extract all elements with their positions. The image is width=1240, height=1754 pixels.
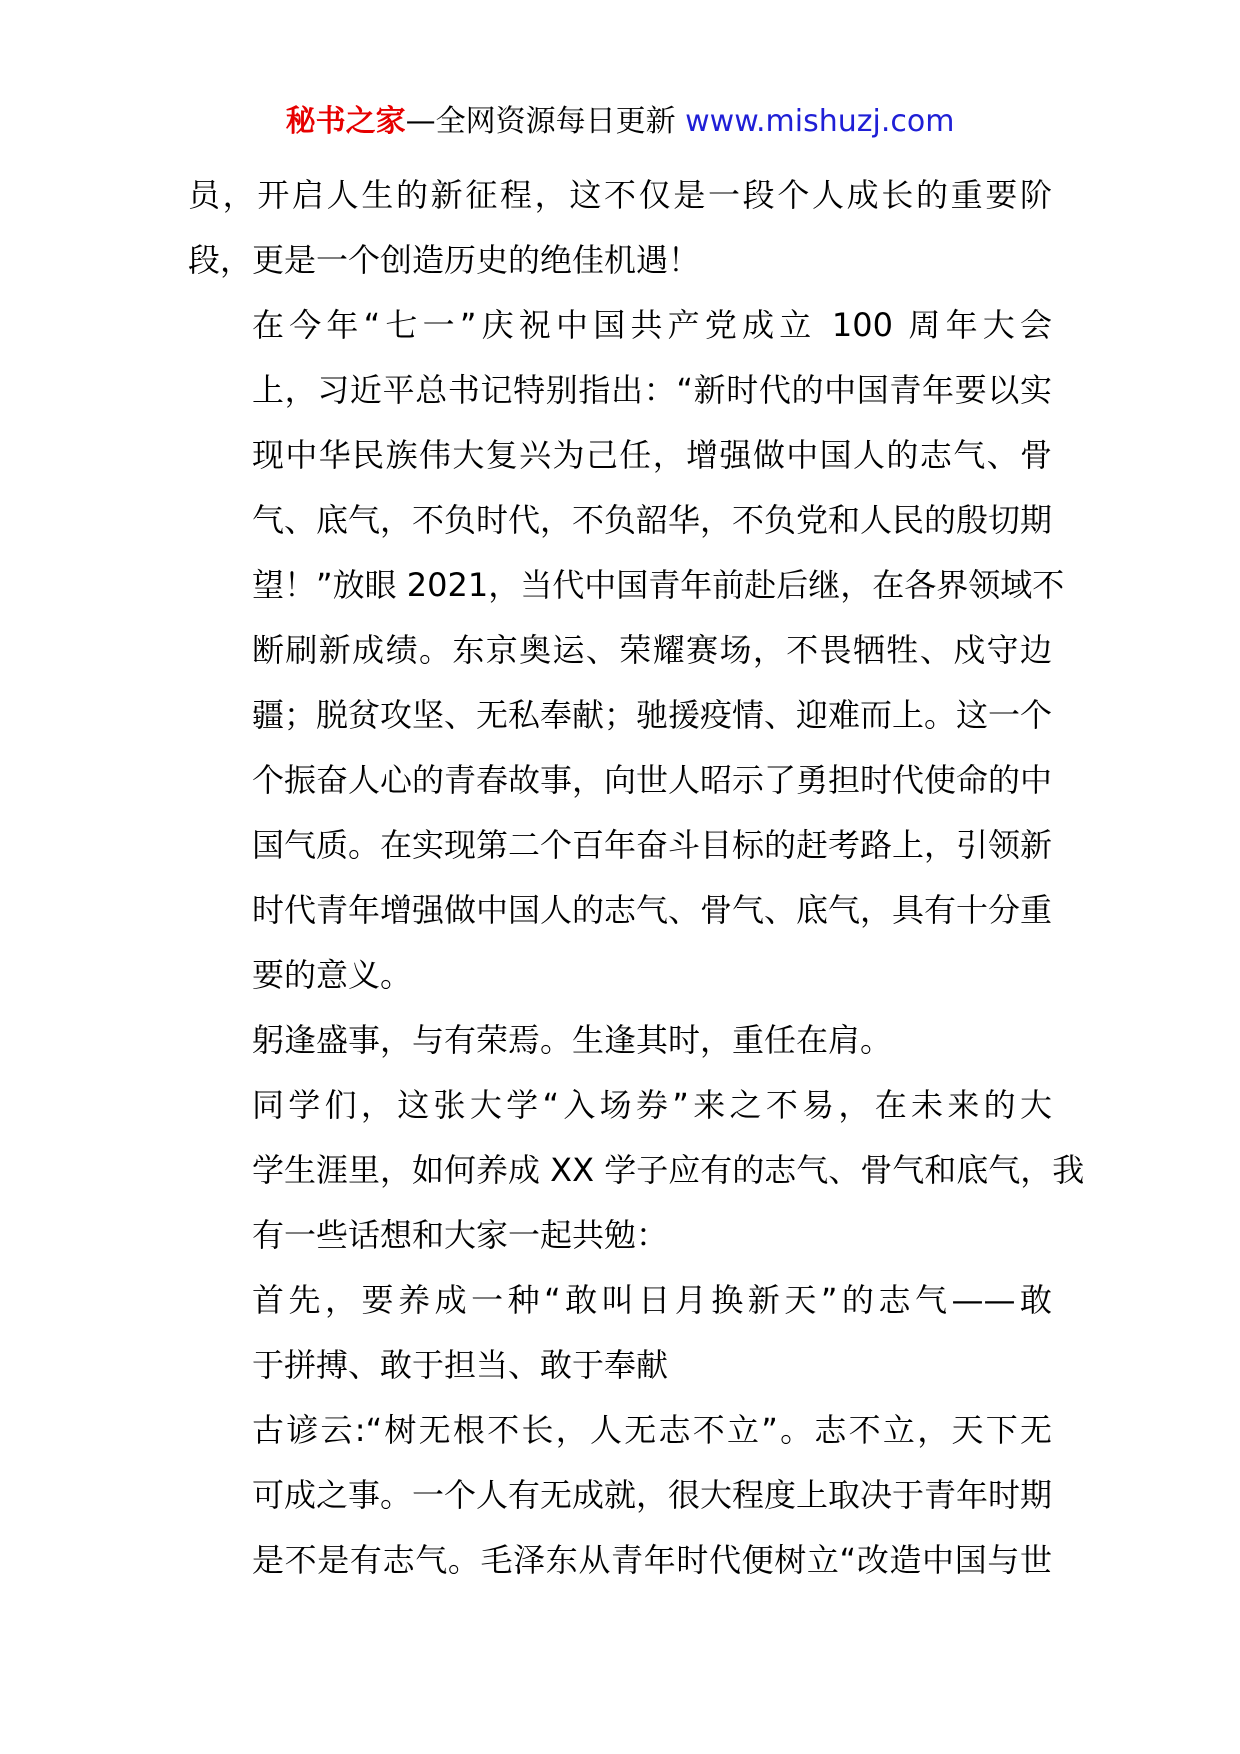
document-body [188, 163, 1085, 1593]
text-line: 疆；脱贫攻坚、无私奉献；驰援疫情、迎难而上。这一个 [252, 696, 1053, 734]
text-line: 首先，要养成一种“敢叫日月换新天”的志气——敢 [252, 1281, 1052, 1319]
text-line: 有一些话想和大家一起共勉： [252, 1216, 669, 1254]
header-url-link[interactable]: www.mishuzj.com [685, 104, 955, 139]
paragraph [188, 163, 1052, 293]
text-line: 员，开启人生的新征程，这不仅是一段个人成长的重要阶 [188, 176, 1052, 214]
text-line: 在今年“七一”庆祝中国共产党成立 100 周年大会 [252, 306, 1052, 344]
brand-name: 秘书之家 [285, 104, 406, 139]
text-line: 国气质。在实现第二个百年奋斗目标的赶考路上，引领新 [252, 826, 1053, 864]
text-line: 是不是有志气。毛泽东从青年时代便树立“改造中国与世 [252, 1541, 1052, 1579]
text-line: 要的意义。 [252, 956, 413, 994]
text-line: 个振奋人心的青春故事，向世人昭示了勇担时代使命的中 [252, 761, 1053, 799]
text-line: 上，习近平总书记特别指出：“新时代的中国青年要以实 [252, 371, 1052, 409]
text-line: 于拼搏、敢于担当、敢于奉献 [252, 1346, 669, 1384]
paragraph [188, 1398, 1052, 1593]
text-line: 断刷新成绩。东京奥运、荣耀赛场，不畏牺牲、戍守边 [252, 631, 1052, 669]
page-header [0, 100, 1240, 144]
text-line: 时代青年增强做中国人的志气、骨气、底气，具有十分重 [252, 891, 1053, 929]
paragraph [188, 1008, 1052, 1073]
text-line: 段，更是一个创造历史的绝佳机遇！ [188, 241, 701, 279]
paragraph [188, 1268, 1052, 1398]
text-line: 现中华民族伟大复兴为己任，增强做中国人的志气、骨 [252, 436, 1052, 474]
text-line: 望！”放眼 2021，当代中国青年前赴后继，在各界领域不 [252, 566, 1065, 604]
text-line: 学生涯里，如何养成 XX 学子应有的志气、骨气和底气，我 [252, 1151, 1085, 1189]
text-line: 可成之事。一个人有无成就，很大程度上取决于青年时期 [252, 1476, 1053, 1514]
text-line: 躬逢盛事，与有荣焉。生逢其时，重任在肩。 [252, 1021, 893, 1059]
header-tagline: —全网资源每日更新 [405, 104, 686, 139]
text-line: 古谚云:“树无根不长，人无志不立”。志不立，天下无 [252, 1411, 1052, 1449]
paragraph [188, 293, 1065, 1008]
paragraph [188, 1073, 1085, 1268]
text-line: 气、底气，不负时代，不负韶华，不负党和人民的殷切期 [252, 501, 1053, 539]
text-line: 同学们，这张大学“入场券”来之不易，在未来的大 [252, 1086, 1052, 1124]
